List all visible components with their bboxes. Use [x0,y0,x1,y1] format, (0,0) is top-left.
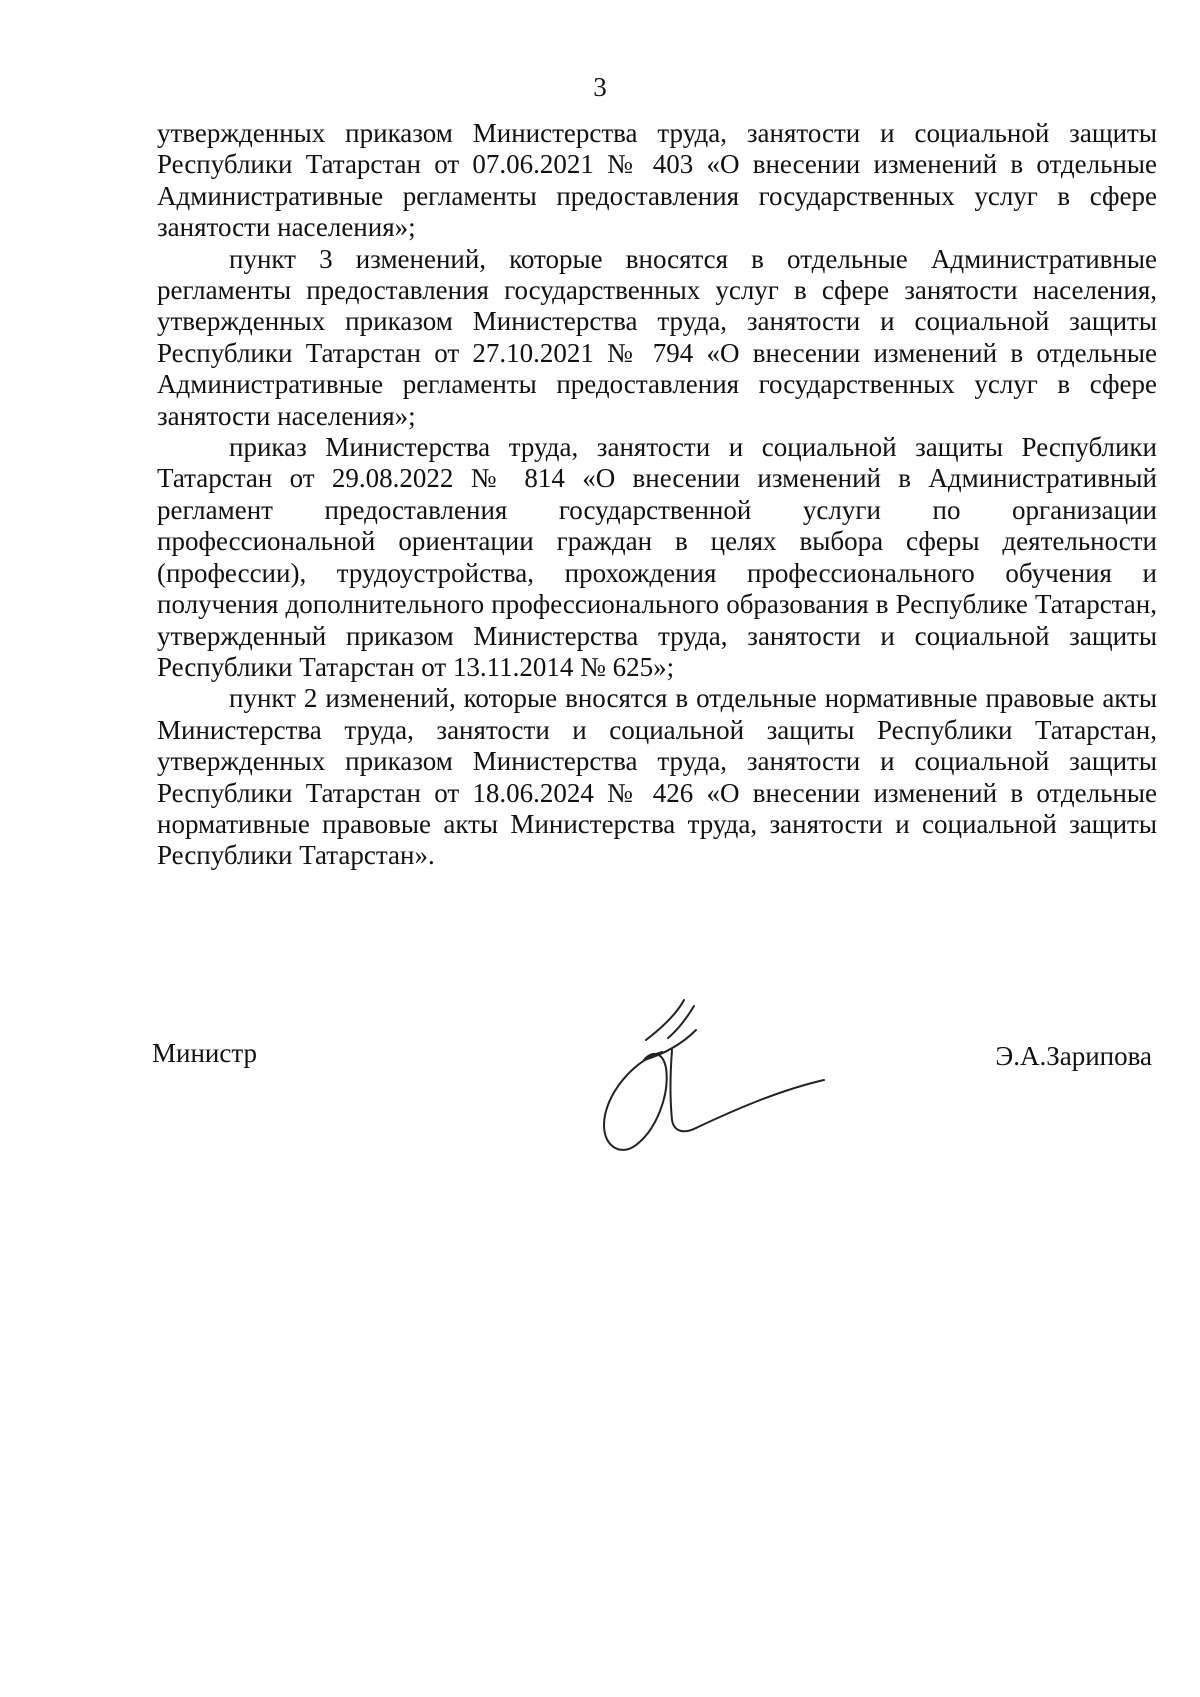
document-body [157,118,1157,872]
signatory-name: Э.А.Зарипова [995,1041,1152,1071]
signature-block [152,1030,1152,1140]
paragraph-4: пункт 2 изменений, которые вносятся в отдельные нормативные правовые акты Министерства труда, занятости и социальной защиты Республики Татарстан, утвержденных приказом Министерства труда, занятости и социальной защиты Республики Татарстан от 18.06.2024 № 426 «О внесении изменений в отдельные нормативные правовые акты Министерства труда, занятости и социальной защиты Республики Татарстан». [157,683,1157,871]
signature-upper-strokes [644,1000,696,1060]
paragraph-1: утвержденных приказом Министерства труда, занятости и социальной защиты Республики Татарстан от 07.06.2021 № 403 «О внесении изменений в отдельные Административные регламенты предоставления государственных услуг в сфере занятости населения»; [157,118,1157,243]
paragraph-3: приказ Министерства труда, занятости и социальной защиты Республики Татарстан от 29.08.2022 № 814 «О внесении изменений в Административный регламент предоставления государственной услуги по организации профессиональной ориентации граждан в целях выбора сферы деятельности (профессии), трудоустройства, прохождения профессионального обучения и получения дополнительного профессионального образования в Республике Татарстан, утвержденный приказом Министерства труда, занятости и социальной защиты Республики Татарстан от 13.11.2014 № 625»; [157,432,1157,682]
signature-tail [696,1080,824,1128]
signature-loop [604,1052,667,1150]
signatory-title: Министр [152,1038,257,1068]
paragraph-2: пункт 3 изменений, которые вносятся в отдельные Административные регламенты предоставления государственных услуг в сфере занятости населения, утвержденных приказом Министерства труда, занятости и социальной защиты Республики Татарстан от 27.10.2021 № 794 «О внесении изменений в отдельные Административные регламенты предоставления государственных услуг в сфере занятости населения»; [157,243,1157,431]
signature-descender [671,1050,697,1131]
page-number: 3 [593,72,607,102]
handwritten-signature-icon [584,980,834,1155]
